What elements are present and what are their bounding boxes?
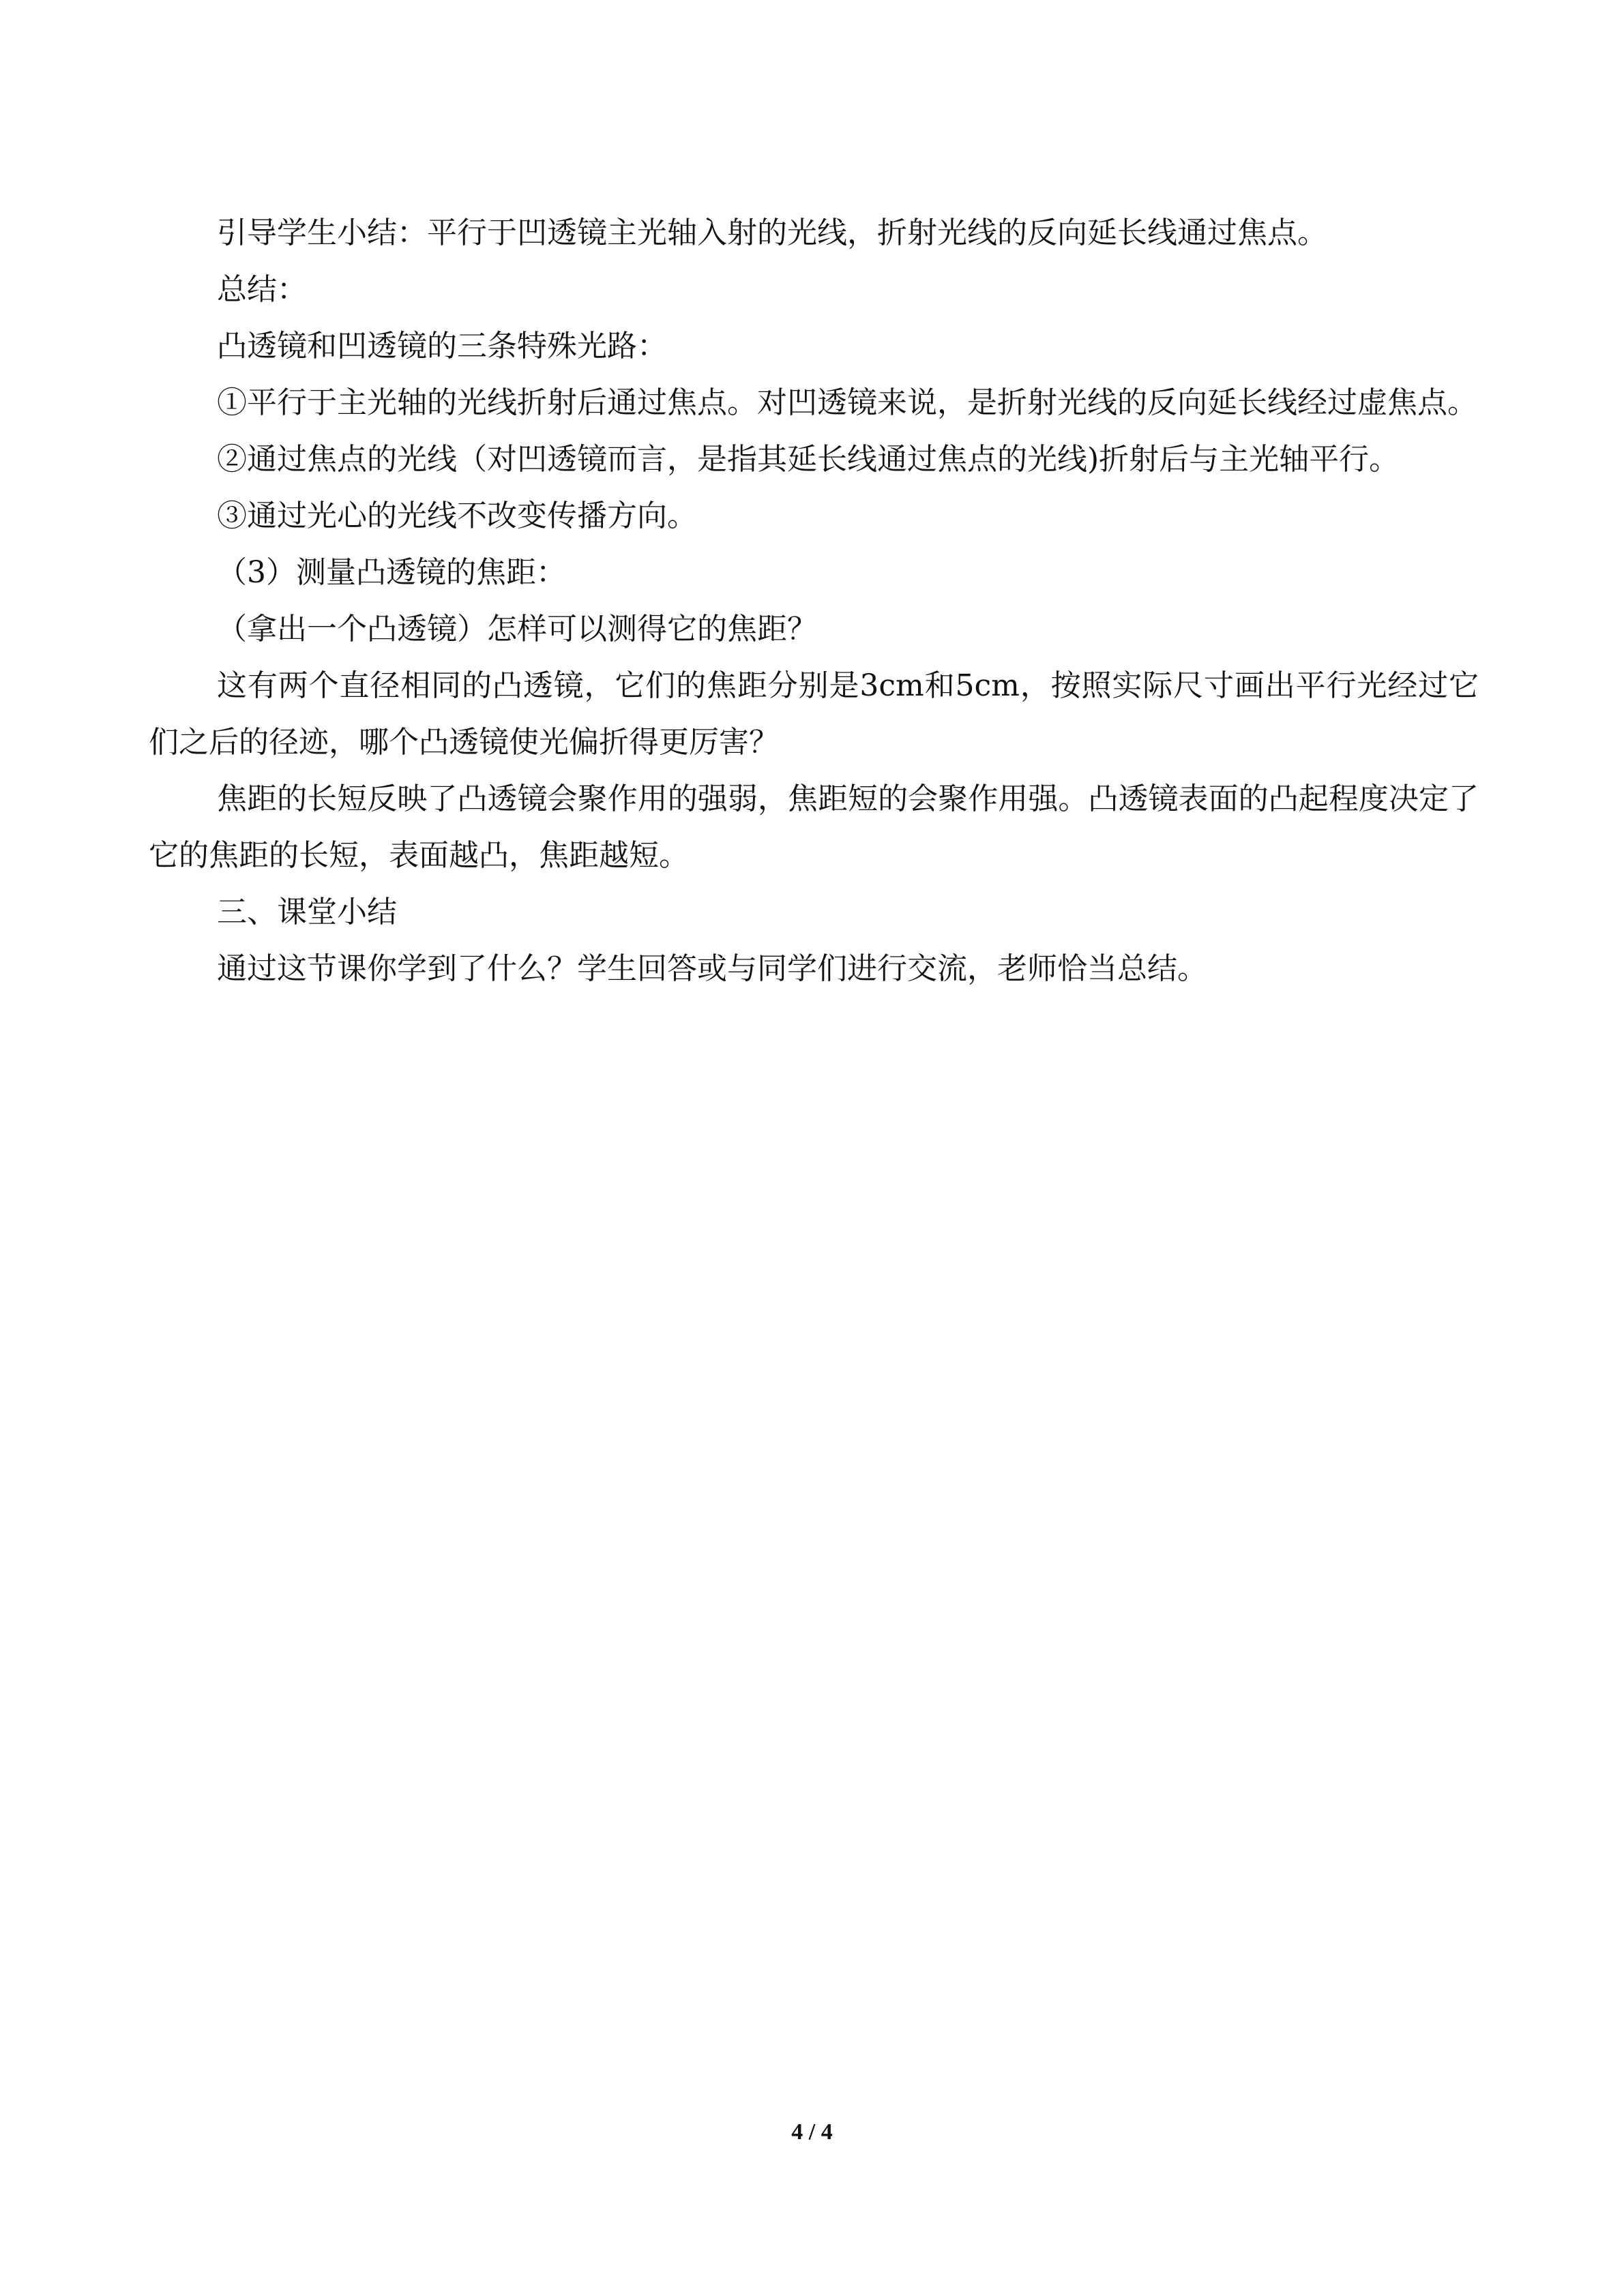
paragraph-rule-2: ②通过焦点的光线（对凹透镜而言，是指其延长线通过焦点的光线)折射后与主光轴平行。 xyxy=(217,442,1400,477)
paragraph-two-lenses: 这有两个直径相同的凸透镜，它们的焦距分别是3cm和5cm，按照实际尺寸画出平行光经过它们之后的径迹，哪个凸透镜使光偏折得更厉害？ xyxy=(149,668,1479,760)
paragraph-class-summary-heading: 三、课堂小结 xyxy=(217,895,397,929)
document-body xyxy=(149,205,1479,997)
paragraph-rule-3: ③通过光心的光线不改变传播方向。 xyxy=(217,498,697,533)
paragraph-summary-heading: 总结： xyxy=(217,272,307,307)
paragraph-focal-length-explanation: 焦距的长短反映了凸透镜会聚作用的强弱，焦距短的会聚作用强。凸透镜表面的凸起程度决定了它的焦距的长短，表面越凸，焦距越短。 xyxy=(149,781,1479,873)
page-number: 4 / 4 xyxy=(791,2119,833,2145)
paragraph-three-light-paths: 凸透镜和凹透镜的三条特殊光路： xyxy=(217,329,667,363)
paragraph-class-summary: 通过这节课你学到了什么？学生回答或与同学们进行交流，老师恰当总结。 xyxy=(217,951,1207,986)
paragraph-measure-focal-length: （3）测量凸透镜的焦距： xyxy=(217,555,566,590)
paragraph-guide-summary: 引导学生小结：平行于凹透镜主光轴入射的光线，折射光线的反向延长线通过焦点。 xyxy=(217,215,1327,250)
paragraph-question-focal-length: （拿出一个凸透镜）怎样可以测得它的焦距？ xyxy=(217,612,817,646)
paragraph-rule-1: ①平行于主光轴的光线折射后通过焦点。对凹透镜来说，是折射光线的反向延长线经过虚焦点。 xyxy=(217,385,1477,420)
